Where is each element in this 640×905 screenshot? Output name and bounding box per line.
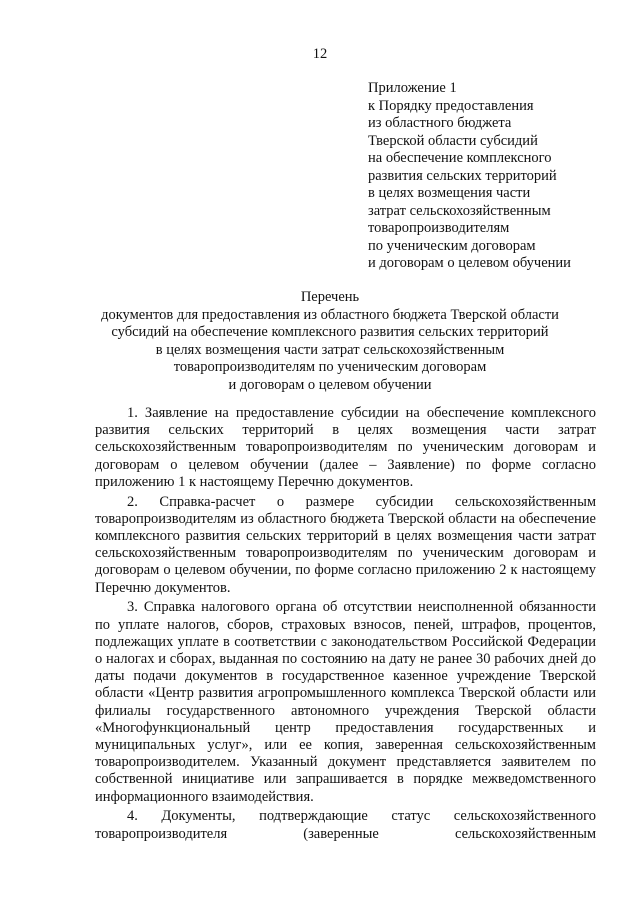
heading-line: и договорам о целевом обучении [228, 376, 432, 393]
list-item-3: 3. Справка налогового органа об отсутствии неисполненной обязанности по уплате налогов, сборов, страховых взносов, пеней, штрафов, процентов, подлежащих уплате в соответствии с законодательством Российской Федерации о налогах и сборах, выданная по состоянию на дату не ранее 30 рабочих дней до даты подачи документов в государственное казенное учреждение Тверской области «Центр развития агропромышленного комплекса Тверской области или филиалы государственного автономного учреждения Тверской области «Многофункциональный центр предоставления государственных и муниципальных услуг», или ее копия, заверенная сельскохозяйственным товаропроизводителем. Указанный документ представляется заявителем по собственной инициативе или запрашивается в порядке межведомственного информационного взаимодействия. [95, 599, 596, 805]
appendix-line: из областного бюджета [368, 115, 512, 131]
appendix-line: товаропроизводителям [368, 220, 510, 236]
heading-line: документов для предоставления из областного бюджета Тверской области [101, 306, 559, 323]
appendix-line: к Порядку предоставления [368, 97, 534, 114]
list-item-4: 4. Документы, подтверждающие статус сельскохозяйственного товаропроизводителя (заверенные сельскохозяйственным [95, 808, 596, 842]
heading-line: товаропроизводителям по ученическим договорам [173, 359, 487, 376]
appendix-header [368, 80, 618, 273]
appendix-line: Тверской области субсидий [368, 132, 538, 149]
heading-line: субсидий на обеспечение комплексного развития сельских территорий [111, 324, 549, 341]
page-number: 12 [312, 46, 328, 62]
appendix-line: и договорам о целевом обучении [368, 255, 571, 271]
appendix-line: по ученическим договорам [368, 237, 536, 254]
document-heading [60, 289, 600, 395]
list-item-1: 1. Заявление на предоставление субсидии на обеспечение комплексного развития сельских территорий в целях возмещения части затрат сельскохозяйственным товаропроизводителям по ученическим договорам и договорам о целевом обучении (далее – Заявление) по форме согласно приложению 1 к настоящему Перечню документов. [95, 405, 596, 490]
heading-title: Перечень [300, 289, 360, 305]
list-item-2: 2. Справка-расчет о размере субсидии сельскохозяйственным товаропроизводителям из областного бюджета Тверской области на обеспечение комплексного развития сельских территорий в целях возмещения части затрат сельскохозяйственным товаропроизводителям по ученическим договорам и договорам о целевом обучении, по форме согласно приложению 2 к настоящему Перечню документов. [95, 493, 596, 596]
appendix-line: затрат сельскохозяйственным [368, 202, 551, 219]
appendix-line: развития сельских территорий [368, 167, 557, 184]
appendix-line: на обеспечение комплексного [368, 150, 552, 166]
heading-line: в целях возмещения части затрат сельскохозяйственным [155, 341, 505, 358]
document-body [95, 405, 596, 845]
appendix-line: Приложение 1 [368, 80, 457, 96]
appendix-line: в целях возмещения части [368, 185, 531, 201]
